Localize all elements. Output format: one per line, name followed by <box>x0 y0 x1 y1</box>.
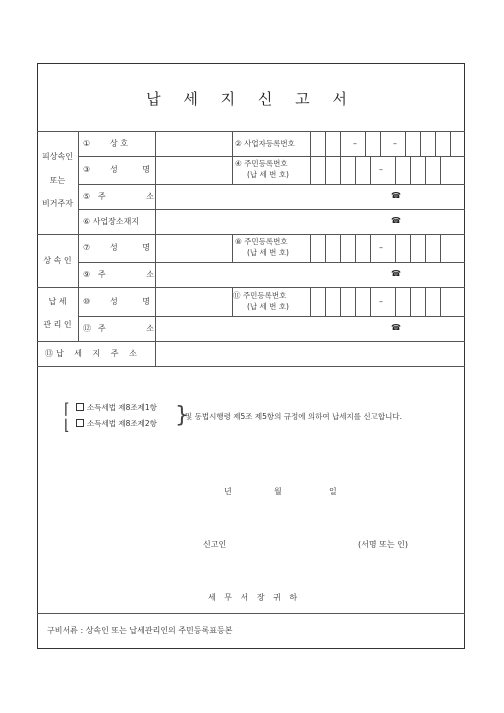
digit-box-line <box>325 234 326 262</box>
heir-resident-reg-label: ⑧ 주민등록번호 <box>235 237 288 246</box>
date-year: 년 <box>224 487 232 496</box>
manager-name-label: 성 명 <box>110 297 150 306</box>
heir-name-label: 성 명 <box>110 243 150 252</box>
field-number: ③ <box>83 165 91 174</box>
checkbox-icon[interactable] <box>76 403 84 411</box>
digit-box-line <box>425 156 426 184</box>
digit-box-line <box>355 156 356 184</box>
left-bracket-icon: ⌊ <box>64 416 70 434</box>
group-label-taxpayer: 또는 <box>49 176 66 185</box>
phone-icon: ☎ <box>391 191 401 200</box>
digit-box-line <box>410 287 411 316</box>
declaration-option-1[interactable]: 소득세법 제8조제1항 <box>76 403 157 413</box>
manager-resident-reg-label: ⑪ 주민등록번호 <box>233 291 287 300</box>
digit-box-line <box>370 287 371 316</box>
digit-box-line <box>395 287 396 316</box>
dash: – <box>353 139 357 148</box>
phone-icon: ☎ <box>391 269 401 278</box>
field-number: ⑩ <box>83 297 91 306</box>
tax-place-field[interactable] <box>156 342 464 365</box>
dash: – <box>379 297 383 306</box>
checkbox-icon[interactable] <box>76 419 84 427</box>
attachments-note: 구비서류 : 상속인 또는 납세관리인의 주민등록표등본 <box>47 626 233 635</box>
field-number: ⑫ <box>83 324 91 333</box>
digit-box-line <box>325 287 326 316</box>
digit-box-line <box>425 234 426 262</box>
value-column-line <box>232 131 233 184</box>
row-line <box>78 262 465 263</box>
phone-icon: ☎ <box>391 323 401 332</box>
group-label-taxpayer: 피상속인 <box>42 152 73 161</box>
digit-box-line <box>425 287 426 316</box>
right-brace-icon: } <box>175 403 189 428</box>
manager-resident-reg-sublabel: (납 세 번 호) <box>247 302 289 311</box>
number-column-line <box>310 234 311 262</box>
attachment-line <box>37 613 465 614</box>
digit-box-line <box>450 131 451 156</box>
digit-box-line <box>355 234 356 262</box>
row-line <box>78 209 465 210</box>
field-number: ⑬ <box>45 349 53 358</box>
label-column-line <box>155 131 156 366</box>
dash: – <box>379 243 383 252</box>
left-bracket-icon: ⌈ <box>64 400 70 418</box>
declaration-option-2[interactable]: 소득세법 제8조제2항 <box>76 419 157 429</box>
group-label-manager: 관 리 인 <box>43 320 72 329</box>
group-line <box>37 234 465 235</box>
digit-box-line <box>340 131 341 156</box>
digit-box-line <box>440 156 441 184</box>
digit-box-line <box>395 234 396 262</box>
digit-box-line <box>380 131 381 156</box>
digit-box-line <box>410 156 411 184</box>
date-day: 일 <box>329 487 337 496</box>
table-top-line <box>37 131 465 132</box>
group-column-line <box>78 131 79 341</box>
digit-box-line <box>405 131 406 156</box>
trade-name-field[interactable] <box>156 132 231 155</box>
signer-seal: (서명 또는 인) <box>358 540 408 549</box>
digit-box-line <box>325 156 326 184</box>
trade-name-label: 상 호 <box>110 139 128 148</box>
signer-label: 신고인 <box>203 540 227 549</box>
tax-place-label: 납 세 지 주 소 <box>56 349 137 358</box>
dash: – <box>379 165 383 174</box>
group-label-manager: 납 세 <box>48 297 67 306</box>
row-line <box>78 184 465 185</box>
digit-box-line <box>395 156 396 184</box>
group-label-taxpayer: 비거주자 <box>42 199 73 208</box>
field-number: ⑤ <box>83 192 91 201</box>
resident-reg-label: ④ 주민등록번호 <box>235 159 288 168</box>
value-column-line <box>232 234 233 262</box>
field-number: ① <box>83 139 91 148</box>
group-line <box>37 287 465 288</box>
digit-box-line <box>370 234 371 262</box>
number-column-line <box>310 131 311 184</box>
number-column-line <box>310 287 311 316</box>
heir-resident-reg-sublabel: (납 세 번 호) <box>247 248 289 257</box>
digit-box-line <box>355 287 356 316</box>
phone-icon: ☎ <box>391 216 401 225</box>
digit-box-line <box>420 131 421 156</box>
digit-box-line <box>435 131 436 156</box>
addressee: 세 무 서 장 귀 하 <box>208 593 298 602</box>
group-label-heir: 상 속 인 <box>43 256 72 265</box>
row-line <box>78 316 465 317</box>
business-reg-label: ② 사업자등록번호 <box>235 139 295 148</box>
resident-reg-sublabel: (납 세 번 호) <box>247 170 289 179</box>
digit-box-line <box>325 131 326 156</box>
field-number: ⑦ <box>83 243 91 252</box>
dash: – <box>393 139 397 148</box>
digit-box-line <box>410 234 411 262</box>
manager-address-label: 주 소 <box>98 324 154 333</box>
digit-box-line <box>340 234 341 262</box>
name-label: 성 명 <box>110 165 150 174</box>
group-line <box>37 366 465 367</box>
digit-box-line <box>340 156 341 184</box>
workplace-label: ⑥ 사업장소재지 <box>83 217 140 226</box>
digit-box-line <box>440 287 441 316</box>
digit-box-line <box>440 234 441 262</box>
digit-box-line <box>365 131 366 156</box>
address-label: 주 소 <box>98 192 154 201</box>
declaration-text: 및 동법시행령 제5조 제5항의 규정에 의하여 납세지를 신고합니다. <box>185 412 402 421</box>
row-line <box>78 156 465 157</box>
form-title: 납 세 지 신 고 서 <box>146 90 356 108</box>
digit-box-line <box>370 156 371 184</box>
digit-box-line <box>340 287 341 316</box>
field-number: ⑨ <box>83 270 91 279</box>
date-month: 월 <box>274 487 282 496</box>
heir-address-label: 주 소 <box>98 270 154 279</box>
